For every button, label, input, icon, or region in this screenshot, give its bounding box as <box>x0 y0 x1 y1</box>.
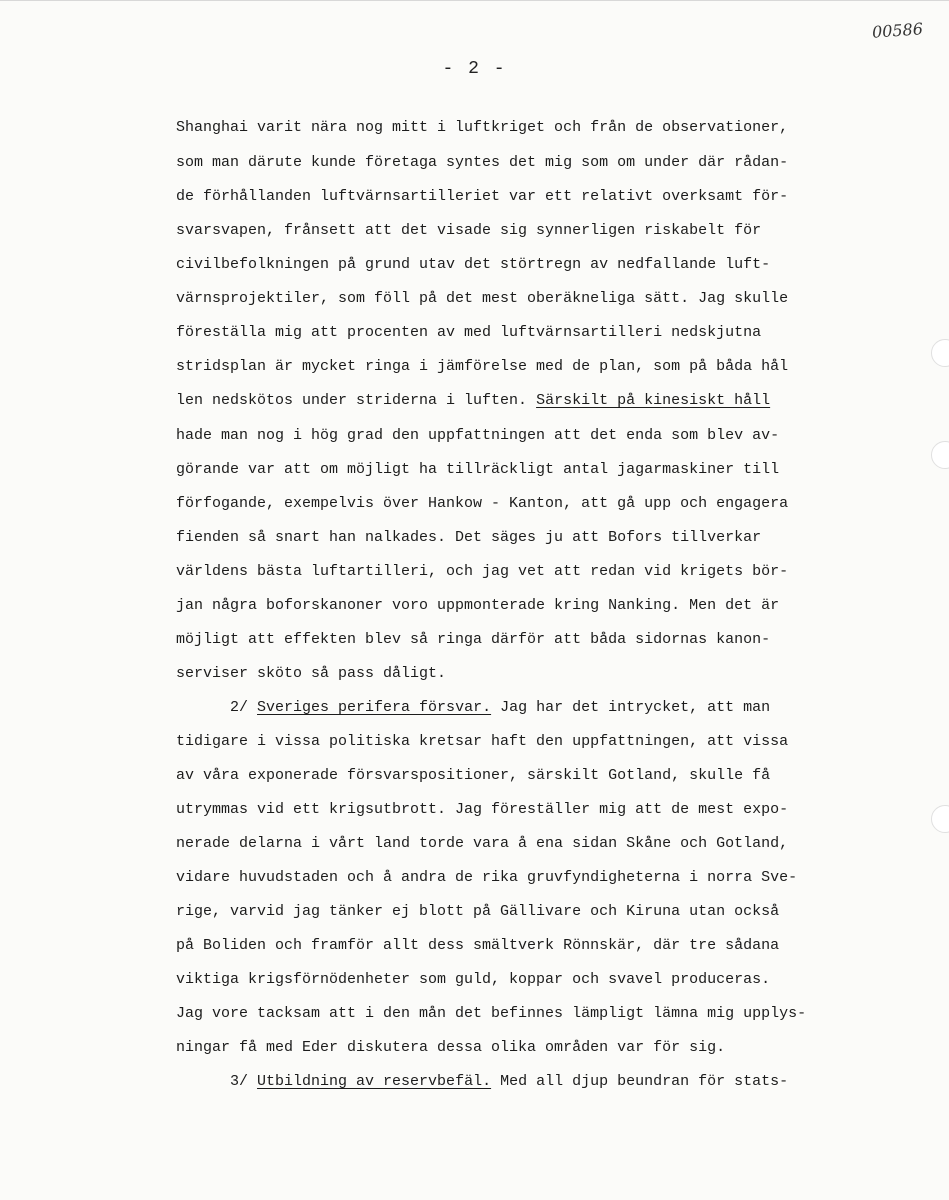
text-line: 3/ Utbildning av reservbefäl. Med all djup beundran för stats- <box>230 1073 789 1090</box>
text-line: förfogande, exempelvis över Hankow - Kanton, att gå upp och engagera <box>176 495 789 512</box>
section-number: 3/ <box>230 1073 249 1090</box>
text-line: föreställa mig att procenten av med luftvärnsartilleri nedskjutna <box>176 324 762 341</box>
section-heading: Utbildning av reservbefäl. <box>257 1073 492 1090</box>
page-number: - 2 - <box>442 59 507 79</box>
punch-hole <box>931 805 949 833</box>
text-line: serviser sköto så pass dåligt. <box>176 665 447 682</box>
section-heading: Sveriges perifera försvar. <box>257 699 492 716</box>
text-line: världens bästa luftartilleri, och jag vet att redan vid krigets bör- <box>176 563 789 580</box>
text-line: görande var att om möjligt ha tillräckligt antal jagarmaskiner till <box>176 461 780 478</box>
text-line: hade man nog i hög grad den uppfattningen att det enda som blev av- <box>176 427 780 444</box>
text-line: fienden så snart han nalkades. Det säges ju att Bofors tillverkar <box>176 529 762 546</box>
text-line: stridsplan är mycket ringa i jämförelse med de plan, som på båda hål <box>176 358 789 375</box>
text-line: värnsprojektiler, som föll på det mest oberäkneliga sätt. Jag skulle <box>176 290 789 307</box>
text-line: len nedskötos under striderna i luften. Särskilt på kinesiskt håll <box>176 392 771 409</box>
text-line: möjligt att effekten blev så ringa därför att båda sidornas kanon- <box>176 631 771 648</box>
text-line: på Boliden och framför allt dess smältverk Rönnskär, där tre sådana <box>176 937 780 954</box>
text-line: jan några boforskanoner voro uppmonterade kring Nanking. Men det är <box>176 597 780 614</box>
text-line: ningar få med Eder diskutera dessa olika områden var för sig. <box>176 1039 726 1056</box>
text-line: vidare huvudstaden och å andra de rika gruvfyndigheterna i norra Sve- <box>176 869 798 886</box>
text-line: som man därute kunde företaga syntes det mig som om under där rådan- <box>176 154 789 171</box>
section-number: 2/ <box>230 699 249 716</box>
text-line: Jag vore tacksam att i den mån det befinnes lämpligt lämna mig upplys- <box>176 1005 807 1022</box>
text-line: utrymmas vid ett krigsutbrott. Jag föreställer mig att de mest expo- <box>176 801 789 818</box>
text-line: tidigare i vissa politiska kretsar haft den uppfattningen, att vissa <box>176 733 789 750</box>
text-line: 2/ Sveriges perifera försvar. Jag har det intrycket, att man <box>230 699 771 716</box>
text-line: Shanghai varit nära nog mitt i luftkriget och från de observationer, <box>176 119 789 136</box>
punch-hole <box>931 441 949 469</box>
text-line: nerade delarna i vårt land torde vara å ena sidan Skåne och Gotland, <box>176 835 789 852</box>
archive-number: 00586 <box>871 19 924 42</box>
text-line: av våra exponerade försvarspositioner, särskilt Gotland, skulle få <box>176 767 771 784</box>
punch-hole <box>931 339 949 367</box>
text-line: de förhållanden luftvärnsartilleriet var ett relativt overksamt för- <box>176 188 789 205</box>
text-line: rige, varvid jag tänker ej blott på Gällivare och Kiruna utan också <box>176 903 780 920</box>
section-heading-underline: Särskilt på kinesiskt håll <box>536 392 771 409</box>
text-line: viktiga krigsförnödenheter som guld, koppar och svavel produceras. <box>176 971 771 988</box>
text-line: svarsvapen, frånsett att det visade sig synnerligen riskabelt för <box>176 222 762 239</box>
text-line: civilbefolkningen på grund utav det störtregn av nedfallande luft- <box>176 256 771 273</box>
